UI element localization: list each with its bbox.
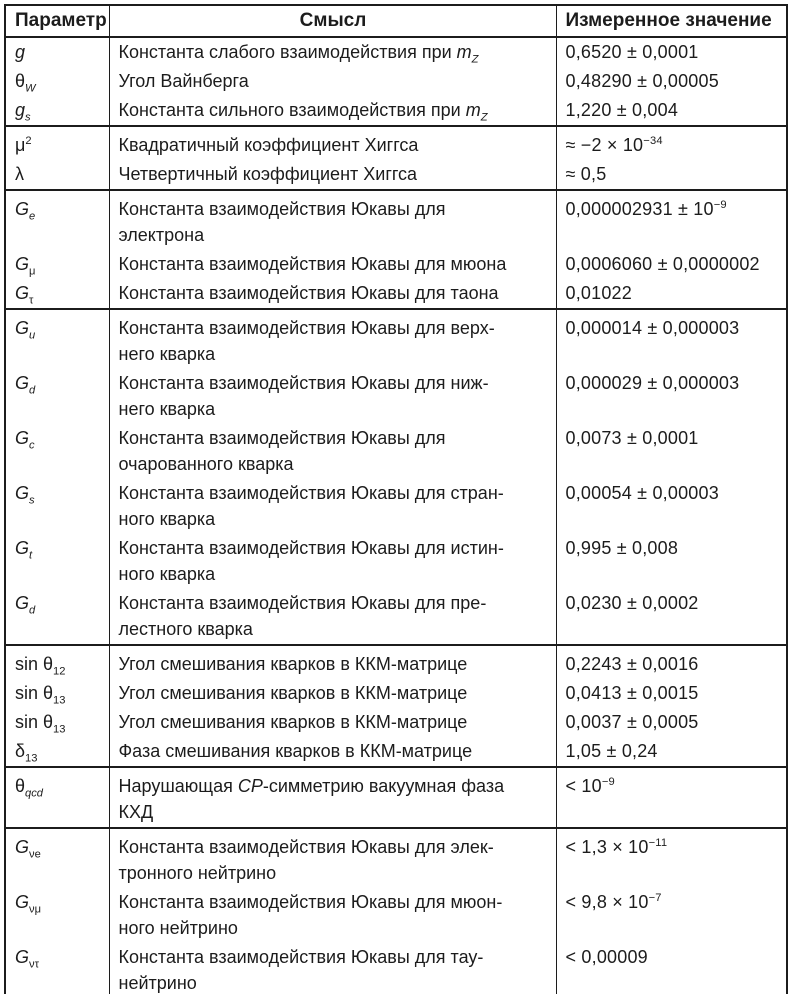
- text-fragment: e: [29, 210, 36, 223]
- meaning-cell: [109, 96, 556, 126]
- table-row: [5, 126, 787, 160]
- value-cell: [556, 737, 787, 767]
- text-fragment: Константа взаимодействия Юкавы для: [118, 428, 446, 448]
- param-cell: [5, 67, 109, 96]
- text-fragment: sin θ: [15, 683, 54, 703]
- table-row: [5, 160, 787, 190]
- param-cell: [5, 369, 109, 424]
- value-cell: [556, 160, 787, 190]
- text-fragment: νμ: [29, 903, 42, 916]
- text-fragment: Константа взаимодействия Юкавы для тау-: [118, 947, 484, 967]
- table-row: [5, 767, 787, 828]
- text-fragment: Четвертичный коэффициент Хиггса: [118, 164, 418, 184]
- table-row: [5, 37, 787, 67]
- parameters-table: [4, 4, 788, 994]
- table-row: [5, 279, 787, 309]
- text-fragment: s: [29, 494, 35, 507]
- text-fragment: −34: [643, 135, 663, 147]
- value-cell: [556, 479, 787, 534]
- text-fragment: 0,2243 ± 0,0016: [565, 654, 699, 674]
- meaning-cell: [109, 67, 556, 96]
- table-row: [5, 943, 787, 994]
- meaning-cell: [109, 250, 556, 279]
- meaning-cell: [109, 37, 556, 67]
- text-fragment: W: [25, 82, 36, 95]
- text-fragment: G: [15, 254, 30, 274]
- table-row: [5, 828, 787, 888]
- table-row: [5, 96, 787, 126]
- param-cell: [5, 737, 109, 767]
- table-row: [5, 190, 787, 250]
- param-cell: [5, 309, 109, 369]
- text-fragment: Константа слабого взаимодействия при: [118, 42, 457, 62]
- text-fragment: 0,000014 ± 0,000003: [565, 318, 740, 338]
- param-cell: [5, 679, 109, 708]
- text-fragment: Нарушающая: [118, 776, 238, 796]
- meaning-cell: [109, 828, 556, 888]
- text-fragment: 0,0230 ± 0,0002: [565, 593, 699, 613]
- param-cell: [5, 767, 109, 828]
- text-fragment: Z: [480, 111, 488, 124]
- text-fragment: c: [29, 439, 35, 452]
- text-fragment: Константа взаимодействия Юкавы для верх-: [118, 318, 495, 338]
- param-cell: [5, 37, 109, 67]
- text-fragment: ного кварка: [118, 509, 216, 529]
- param-cell: [5, 645, 109, 679]
- text-fragment: G: [15, 947, 30, 967]
- text-fragment: < 10: [565, 776, 602, 796]
- text-fragment: Константа взаимодействия Юкавы для: [118, 199, 446, 219]
- text-fragment: < 9,8 × 10: [565, 892, 649, 912]
- text-fragment: ного нейтрино: [118, 918, 238, 938]
- text-fragment: G: [15, 837, 30, 857]
- param-cell: [5, 160, 109, 190]
- text-fragment: 0,48290 ± 0,00005: [565, 71, 719, 91]
- text-fragment: 13: [53, 723, 66, 736]
- meaning-cell: [109, 534, 556, 589]
- meaning-cell: [109, 708, 556, 737]
- meaning-cell: [109, 767, 556, 828]
- text-fragment: m: [456, 42, 472, 62]
- table-row: [5, 534, 787, 589]
- text-fragment: νe: [29, 848, 41, 861]
- param-cell: [5, 708, 109, 737]
- text-fragment: G: [15, 199, 30, 219]
- param-cell: [5, 424, 109, 479]
- table-row: [5, 369, 787, 424]
- text-fragment: 1,05 ± 0,24: [565, 741, 658, 761]
- text-fragment: 0,01022: [565, 283, 632, 303]
- text-fragment: ≈ −2 × 10: [565, 135, 644, 155]
- text-fragment: 13: [53, 694, 66, 707]
- meaning-cell: [109, 424, 556, 479]
- text-fragment: Константа взаимодействия Юкавы для таона: [118, 283, 499, 303]
- text-fragment: лестного кварка: [118, 619, 253, 639]
- text-fragment: 0,0073 ± 0,0001: [565, 428, 699, 448]
- header-meaning: Смысл: [109, 5, 556, 37]
- param-cell: [5, 479, 109, 534]
- text-fragment: Угол смешивания кварков в ККМ-матрице: [118, 683, 468, 703]
- meaning-cell: [109, 369, 556, 424]
- value-cell: [556, 190, 787, 250]
- value-cell: [556, 589, 787, 645]
- param-cell: [5, 534, 109, 589]
- meaning-cell: [109, 589, 556, 645]
- text-fragment: Константа взаимодействия Юкавы для истин-: [118, 538, 504, 558]
- value-cell: [556, 424, 787, 479]
- param-cell: [5, 828, 109, 888]
- table-row: [5, 737, 787, 767]
- text-fragment: ного кварка: [118, 564, 216, 584]
- text-fragment: Угол смешивания кварков в ККМ-матрице: [118, 712, 468, 732]
- text-fragment: 0,000029 ± 0,000003: [565, 373, 740, 393]
- text-fragment: КХД: [118, 802, 154, 822]
- table-row: [5, 67, 787, 96]
- text-fragment: λ: [15, 164, 24, 184]
- value-cell: [556, 888, 787, 943]
- text-fragment: Константа взаимодействия Юкавы для пре-: [118, 593, 487, 613]
- text-fragment: 12: [53, 665, 66, 678]
- meaning-cell: [109, 645, 556, 679]
- table-row: [5, 679, 787, 708]
- meaning-cell: [109, 888, 556, 943]
- text-fragment: 1,220 ± 0,004: [565, 100, 679, 120]
- text-fragment: sin θ: [15, 654, 54, 674]
- value-cell: [556, 279, 787, 309]
- text-fragment: G: [15, 483, 30, 503]
- text-fragment: Угол Вайнберга: [118, 71, 249, 91]
- text-fragment: 0,995 ± 0,008: [565, 538, 679, 558]
- text-fragment: −9: [713, 199, 727, 211]
- meaning-cell: [109, 679, 556, 708]
- param-cell: [5, 96, 109, 126]
- param-cell: [5, 943, 109, 994]
- value-cell: [556, 67, 787, 96]
- meaning-cell: [109, 126, 556, 160]
- text-fragment: Фаза смешивания кварков в ККМ-матрице: [118, 741, 473, 761]
- text-fragment: нейтрино: [118, 973, 197, 993]
- text-fragment: G: [15, 892, 30, 912]
- text-fragment: Константа взаимодействия Юкавы для элек-: [118, 837, 494, 857]
- text-fragment: Квадратичный коэффициент Хиггса: [118, 135, 419, 155]
- text-fragment: него кварка: [118, 344, 216, 364]
- text-fragment: −9: [601, 776, 615, 788]
- header-parameter: Параметр: [5, 5, 109, 37]
- value-cell: [556, 369, 787, 424]
- value-cell: [556, 828, 787, 888]
- text-fragment: θ: [15, 776, 26, 796]
- table-row: [5, 250, 787, 279]
- text-fragment: 0,0006060 ± 0,0000002: [565, 254, 760, 274]
- table-row: [5, 589, 787, 645]
- text-fragment: δ: [15, 741, 26, 761]
- value-cell: [556, 645, 787, 679]
- table-row: [5, 888, 787, 943]
- text-fragment: CP: [237, 776, 263, 796]
- text-fragment: m: [465, 100, 481, 120]
- text-fragment: тронного нейтрино: [118, 863, 277, 883]
- text-fragment: ντ: [29, 958, 40, 971]
- table-row: [5, 424, 787, 479]
- text-fragment: g: [15, 42, 26, 62]
- text-fragment: −7: [648, 892, 662, 904]
- text-fragment: 2: [25, 135, 32, 147]
- text-fragment: Константа взаимодействия Юкавы для мюона: [118, 254, 507, 274]
- meaning-cell: [109, 190, 556, 250]
- text-fragment: u: [29, 329, 36, 342]
- text-fragment: Константа сильного взаимодействия при: [118, 100, 466, 120]
- text-fragment: G: [15, 318, 30, 338]
- text-fragment: Константа взаимодействия Юкавы для мюон-: [118, 892, 503, 912]
- param-cell: [5, 250, 109, 279]
- text-fragment: G: [15, 538, 30, 558]
- value-cell: [556, 534, 787, 589]
- meaning-cell: [109, 309, 556, 369]
- text-fragment: G: [15, 283, 30, 303]
- text-fragment: 0,00054 ± 0,00003: [565, 483, 719, 503]
- text-fragment: t: [29, 549, 33, 562]
- table-row: [5, 309, 787, 369]
- text-fragment: Угол смешивания кварков в ККМ-матрице: [118, 654, 468, 674]
- param-cell: [5, 888, 109, 943]
- value-cell: [556, 767, 787, 828]
- text-fragment: 0,000002931 ± 10: [565, 199, 714, 219]
- meaning-cell: [109, 279, 556, 309]
- text-fragment: qcd: [25, 787, 44, 800]
- text-fragment: Константа взаимодействия Юкавы для стран-: [118, 483, 504, 503]
- param-cell: [5, 190, 109, 250]
- text-fragment: μ: [29, 265, 36, 278]
- value-cell: [556, 96, 787, 126]
- value-cell: [556, 126, 787, 160]
- text-fragment: d: [29, 384, 36, 397]
- text-fragment: g: [15, 100, 26, 120]
- text-fragment: G: [15, 428, 30, 448]
- text-fragment: G: [15, 373, 30, 393]
- text-fragment: 0,0413 ± 0,0015: [565, 683, 699, 703]
- text-fragment: Z: [471, 53, 479, 66]
- text-fragment: d: [29, 604, 36, 617]
- text-fragment: -симметрию вакуумная фаза: [262, 776, 505, 796]
- value-cell: [556, 37, 787, 67]
- param-cell: [5, 126, 109, 160]
- value-cell: [556, 309, 787, 369]
- text-fragment: ≈ 0,5: [565, 164, 607, 184]
- value-cell: [556, 943, 787, 994]
- text-fragment: него кварка: [118, 399, 216, 419]
- text-fragment: −11: [648, 837, 668, 849]
- text-fragment: 0,0037 ± 0,0005: [565, 712, 699, 732]
- table-row: [5, 708, 787, 737]
- text-fragment: Константа взаимодействия Юкавы для ниж-: [118, 373, 489, 393]
- param-cell: [5, 279, 109, 309]
- text-fragment: 13: [25, 752, 38, 765]
- text-fragment: G: [15, 593, 30, 613]
- header-measured-value: Измеренное значение: [556, 5, 787, 37]
- table-row: [5, 479, 787, 534]
- text-fragment: < 0,00009: [565, 947, 648, 967]
- table-row: [5, 645, 787, 679]
- text-fragment: sin θ: [15, 712, 54, 732]
- text-fragment: 0,6520 ± 0,0001: [565, 42, 699, 62]
- text-fragment: очарованного кварка: [118, 454, 294, 474]
- text-fragment: электрона: [118, 225, 205, 245]
- text-fragment: s: [25, 111, 31, 124]
- param-cell: [5, 589, 109, 645]
- header-row: [5, 5, 787, 37]
- text-fragment: θ: [15, 71, 26, 91]
- meaning-cell: [109, 479, 556, 534]
- text-fragment: μ: [15, 135, 26, 155]
- value-cell: [556, 679, 787, 708]
- value-cell: [556, 708, 787, 737]
- meaning-cell: [109, 943, 556, 994]
- meaning-cell: [109, 737, 556, 767]
- text-fragment: < 1,3 × 10: [565, 837, 649, 857]
- text-fragment: τ: [29, 294, 34, 307]
- table-header: [5, 5, 787, 37]
- table-body: [5, 37, 787, 994]
- meaning-cell: [109, 160, 556, 190]
- value-cell: [556, 250, 787, 279]
